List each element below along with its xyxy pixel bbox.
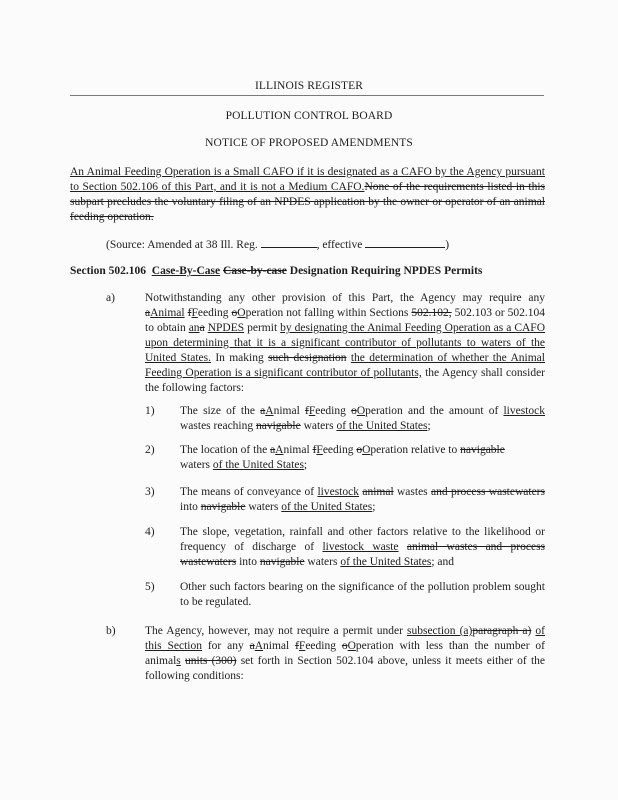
factor-number: 5) bbox=[145, 581, 155, 593]
factor-number: 3) bbox=[145, 486, 155, 498]
board-title: POLLUTION CONTROL BOARD bbox=[225, 110, 393, 122]
inserted-text: An Animal Feeding Operation is a Small CAFO if it is designated as a CAFO by the Agency pursuant to Section 502.106 of this Part, and it is not a Medium CAFO. bbox=[70, 166, 545, 193]
source-note: (Source: Amended at 38 Ill. Reg. , effective ) bbox=[106, 239, 450, 251]
blank-line bbox=[261, 237, 317, 248]
factor-4-text: The slope, vegetation, rainfall and other factors relative to the likelihood or frequency of discharge of livestock waste animal wastes and process wastewaters into navigable waters of the United States; and bbox=[180, 526, 546, 568]
item-b-label: b) bbox=[106, 625, 116, 637]
blank-line bbox=[365, 237, 445, 248]
factor-1-text: The size of the aAnimal fFeeding oOperation and the amount of livestock wastes reaching navigable waters of the United States; bbox=[180, 405, 546, 432]
factor-number: 1) bbox=[145, 405, 155, 417]
deleted-text: None of the requirements listed in this subpart precludes the voluntary filing of an NPDES application by the owner or operator of an animal feeding operation. bbox=[70, 181, 545, 223]
item-a-text: Notwithstanding any other provision of this Part, the Agency may require any aAnimal fFeeding oOperation not falling within Sections 502.102, 502.103 or 502.104 to obtain ana NPDES permit by designating the Animal Feeding Operation as a CAFO upon determining that it is a significant contributor of pollutants to waters of the United States. In making such designation the determination of whether the Animal Feeding Operation is a significant contributor of pollutants, the Agency shall consider the following factors: bbox=[145, 292, 546, 394]
notice-title: NOTICE OF PROPOSED AMENDMENTS bbox=[205, 137, 413, 149]
register-title: ILLINOIS REGISTER bbox=[254, 80, 364, 92]
factor-number: 4) bbox=[145, 526, 155, 538]
factor-5-text: Other such factors bearing on the significance of the pollution problem sought to be regulated. bbox=[180, 581, 545, 608]
item-a-label: a) bbox=[106, 292, 115, 304]
factor-2-text: The location of the aAnimal fFeeding oOperation relative to navigable waters of the United States; bbox=[180, 444, 505, 471]
factor-3-text: The means of conveyance of livestock animal wastes and process wastewaters into navigable waters of the United States; bbox=[180, 486, 545, 513]
intro-paragraph bbox=[70, 165, 545, 225]
factor-number: 2) bbox=[145, 444, 155, 456]
header-rule bbox=[70, 95, 544, 96]
section-heading: Section 502.106 Case-By-Case Case-by-case Designation Requiring NPDES Permits bbox=[70, 265, 483, 277]
item-b-text: The Agency, however, may not require a permit under subsection (a)paragraph a) of this Section for any aAnimal fFeeding oOperation with less than the number of animals units (300) set forth in Section 502.104 above, unless it meets either of the following conditions: bbox=[145, 625, 546, 682]
